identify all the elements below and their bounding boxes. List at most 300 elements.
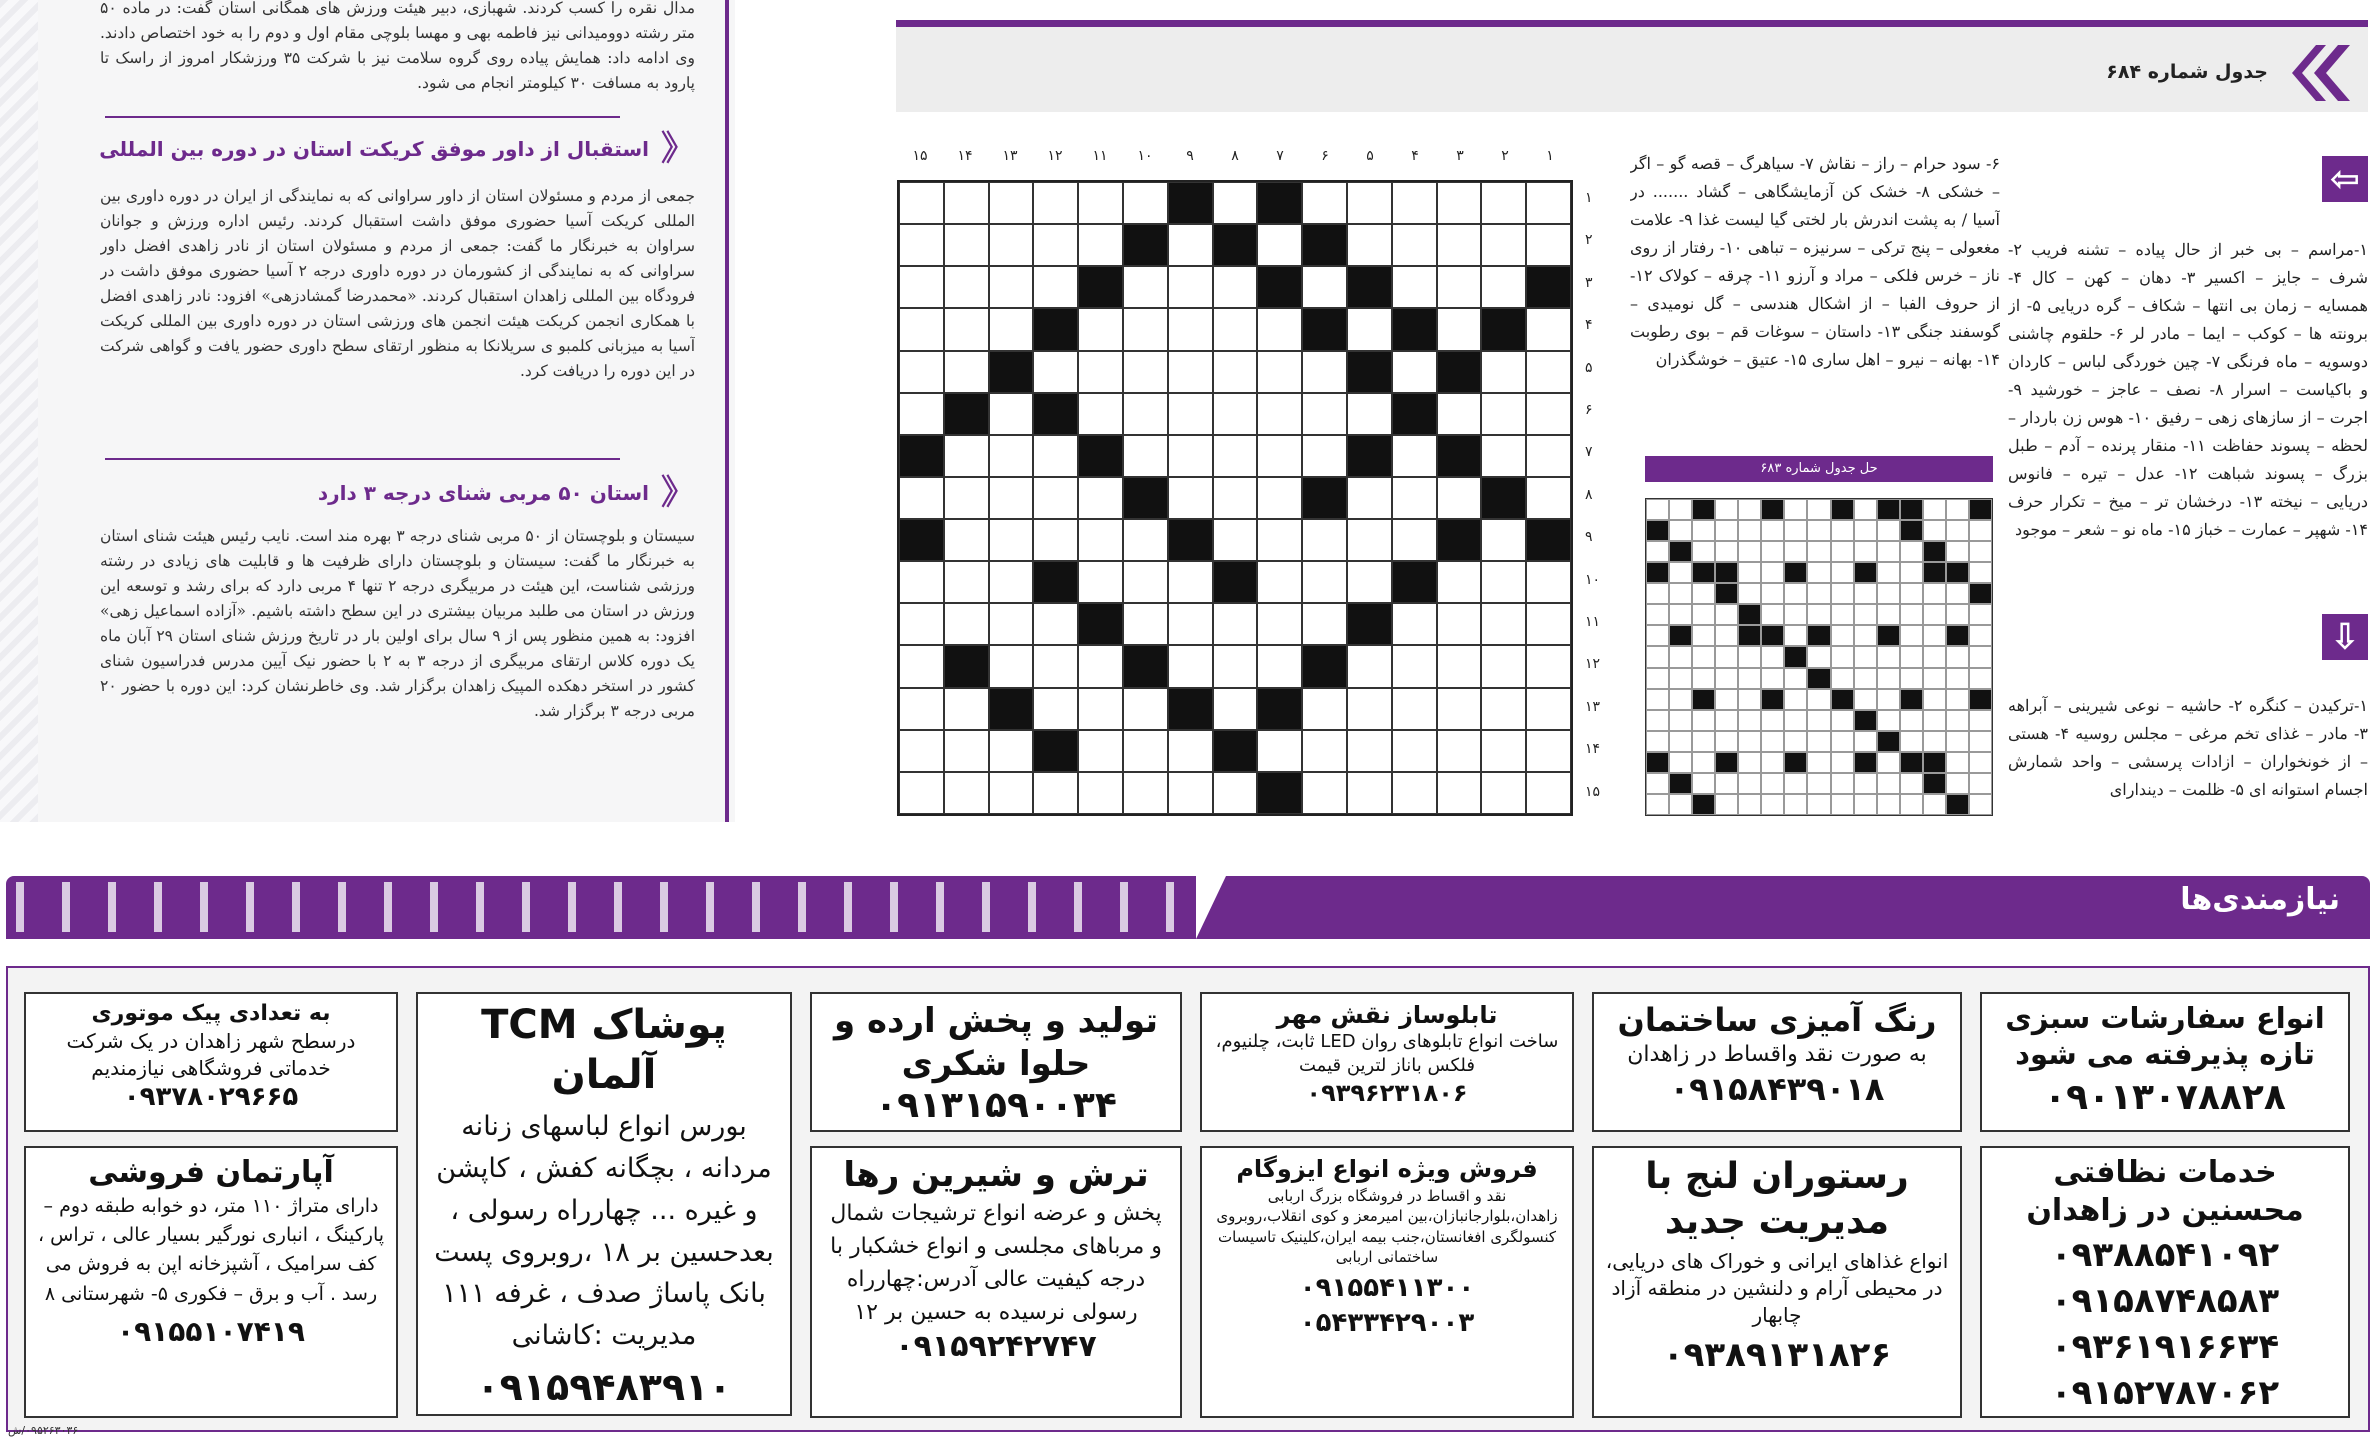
solution-cell <box>1969 773 1992 794</box>
grid-cell <box>1168 308 1213 350</box>
grid-cell <box>1526 645 1571 687</box>
solution-cell <box>1923 604 1946 625</box>
grid-cell <box>1213 519 1258 561</box>
row-number: ۶ <box>1585 402 1593 418</box>
grid-cell <box>989 393 1034 435</box>
solution-cell <box>1854 752 1877 773</box>
solution-cell <box>1784 710 1807 731</box>
grid-cell <box>1437 772 1482 814</box>
grid-cell <box>1526 519 1571 561</box>
grid-cell <box>1481 435 1526 477</box>
solution-cell <box>1946 562 1969 583</box>
solution-cell <box>1900 625 1923 646</box>
grid-cell <box>1078 519 1123 561</box>
grid-cell <box>899 182 944 224</box>
solution-cell <box>1969 646 1992 667</box>
solution-cell <box>1784 752 1807 773</box>
grid-cell <box>1123 603 1168 645</box>
solution-cell <box>1646 583 1669 604</box>
grid-cell <box>989 730 1034 772</box>
column-number: ۶ <box>1321 148 1329 164</box>
solution-cell <box>1807 752 1830 773</box>
row-number: ۷ <box>1585 444 1593 461</box>
solution-cell <box>1831 731 1854 752</box>
solution-cell <box>1900 731 1923 752</box>
grid-cell <box>1123 477 1168 519</box>
ad-title: رنگ آمیزی ساختمان <box>1617 1001 1937 1039</box>
solution-cell <box>1854 773 1877 794</box>
solution-cell <box>1969 520 1992 541</box>
ad-phone: ۰۹۱۵۹۴۸۳۹۱۰ <box>476 1365 732 1410</box>
grid-cell <box>1347 435 1392 477</box>
solution-cell <box>1669 646 1692 667</box>
solution-cell <box>1969 710 1992 731</box>
ad-title: تابلوساز نقش مهر <box>1276 1001 1498 1029</box>
solution-cell <box>1692 625 1715 646</box>
solution-cell <box>1669 520 1692 541</box>
grid-cell <box>1347 182 1392 224</box>
solution-cell <box>1784 562 1807 583</box>
ad-phone: ۰۹۱۵۵۱۰۷۴۱۹ <box>117 1315 305 1349</box>
solution-cell <box>1807 499 1830 520</box>
grid-cell <box>989 603 1034 645</box>
vertical-clues: ۱-ترکیدن – کنگره ۲- حاشیه – نوعی شیرینی – آبراهه ۳- مادر – غذای تخم مرغی – مجلس روسیه ۴- هستی – از خونخواران – ازادات پرسشی – واحد شمارش اجسام استوانه ای ۵- ظلمت – دیندارای <box>2008 696 2368 799</box>
grid-cell <box>989 561 1034 603</box>
grid-cell <box>1526 603 1571 645</box>
solution-cell <box>1784 731 1807 752</box>
solution-cell <box>1877 520 1900 541</box>
grid-cell <box>944 730 989 772</box>
grid-cell <box>899 477 944 519</box>
grid-cell <box>899 224 944 266</box>
grid-cell <box>1302 561 1347 603</box>
solution-cell <box>1923 794 1946 815</box>
ad-description: پخش و عرضه انواع ترشیجات شمال و مرباهای مجلسی و انواع خشکبار با درجه کیفیت عالی آدرس:چهارراه رسولی نرسیده به حسین بر ۱۲ <box>830 1200 1162 1325</box>
grid-cell <box>1123 730 1168 772</box>
grid-cell <box>1123 688 1168 730</box>
ad-description: به صورت نقد واقساط در زاهدان <box>1627 1042 1927 1067</box>
grid-cell <box>899 435 944 477</box>
grid-cell <box>1213 561 1258 603</box>
solution-cell <box>1946 520 1969 541</box>
grid-cell <box>899 308 944 350</box>
solution-cell <box>1715 541 1738 562</box>
grid-cell <box>1392 393 1437 435</box>
grid-cell <box>1526 308 1571 350</box>
grid-cell <box>1526 772 1571 814</box>
grid-cell <box>1347 308 1392 350</box>
grid-cell <box>944 435 989 477</box>
solution-cell <box>1877 625 1900 646</box>
solution-cell <box>1831 646 1854 667</box>
grid-cell <box>944 603 989 645</box>
solution-cell <box>1669 499 1692 520</box>
grid-cell <box>989 688 1034 730</box>
solution-cell <box>1900 499 1923 520</box>
grid-cell <box>1078 603 1123 645</box>
solution-cell <box>1784 520 1807 541</box>
grid-cell <box>1347 351 1392 393</box>
article2-heading <box>95 473 695 513</box>
solution-cell <box>1807 541 1830 562</box>
grid-cell <box>1257 182 1302 224</box>
ad-box <box>24 1146 398 1418</box>
solution-cell <box>1692 794 1715 815</box>
solution-cell <box>1969 794 1992 815</box>
grid-cell <box>1123 393 1168 435</box>
solution-cell <box>1692 710 1715 731</box>
grid-cell <box>1257 308 1302 350</box>
solution-cell <box>1877 794 1900 815</box>
grid-cell <box>1123 182 1168 224</box>
row-number: ۲ <box>1585 232 1593 249</box>
grid-cell <box>899 266 944 308</box>
classifieds-title: نیازمندی‌ها <box>2180 882 2340 917</box>
solution-cell <box>1784 625 1807 646</box>
grid-cell <box>1392 772 1437 814</box>
column-number: ۱۳ <box>1002 148 1018 164</box>
solution-cell <box>1854 794 1877 815</box>
grid-cell <box>1481 351 1526 393</box>
grid-cell <box>899 519 944 561</box>
row-number: ۴ <box>1585 317 1593 334</box>
grid-cell <box>1302 772 1347 814</box>
grid-cell <box>1392 266 1437 308</box>
grid-cell <box>1481 561 1526 603</box>
solution-cell <box>1969 604 1992 625</box>
grid-cell <box>1437 224 1482 266</box>
grid-cell <box>1123 266 1168 308</box>
grid-cell <box>1302 266 1347 308</box>
ad-phone: ۰۹۳۸۹۱۳۱۸۲۶ <box>1662 1335 1892 1375</box>
grid-cell <box>1302 519 1347 561</box>
grid-cell <box>1392 182 1437 224</box>
grid-cell <box>1033 435 1078 477</box>
grid-cell <box>1437 645 1482 687</box>
solution-cell <box>1761 625 1784 646</box>
grid-cell <box>1481 224 1526 266</box>
chevron-left-icon: 《 <box>661 473 695 513</box>
solution-cell <box>1946 794 1969 815</box>
solution-cell <box>1715 710 1738 731</box>
solution-cell <box>1692 583 1715 604</box>
solution-cell <box>1877 562 1900 583</box>
solution-cell <box>1923 562 1946 583</box>
solution-cell <box>1900 794 1923 815</box>
grid-cell <box>1033 477 1078 519</box>
grid-cell <box>1033 603 1078 645</box>
grid-cell <box>1033 645 1078 687</box>
grid-cell <box>1078 224 1123 266</box>
article1-title: استقبال از داور موفق کریکت استان در دوره بین المللی <box>99 137 649 161</box>
solution-cell <box>1969 731 1992 752</box>
solution-cell <box>1738 689 1761 710</box>
ad-description: دارای متراژ ۱۱۰ متر، دو خوابه طبقه دوم – پارکینگ ، انباری نورگیر بسیار عالی ، تراس ، کف سرامیک ، آشپزخانه اپن به فروش می رسد . آب و برق – فکوری ۵- شهرستانی ۸ <box>37 1194 385 1305</box>
solution-cell <box>1807 646 1830 667</box>
grid-cell <box>1526 435 1571 477</box>
article-divider <box>105 458 620 460</box>
grid-cell <box>1392 477 1437 519</box>
grid-cell <box>1213 308 1258 350</box>
ad-box <box>1980 992 2350 1132</box>
solution-cell <box>1831 773 1854 794</box>
grid-cell <box>1213 477 1258 519</box>
ad-title: ترش و شیرین رها <box>843 1155 1149 1195</box>
solution-cell <box>1969 499 1992 520</box>
grid-cell <box>1347 561 1392 603</box>
grid-cell <box>1302 603 1347 645</box>
grid-cell <box>944 308 989 350</box>
solution-cell <box>1900 583 1923 604</box>
solution-cell <box>1946 541 1969 562</box>
grid-cell <box>899 730 944 772</box>
ad-title: فروش ویژه انواع ایزوگام <box>1236 1155 1538 1183</box>
grid-cell <box>1033 182 1078 224</box>
solution-cell <box>1923 773 1946 794</box>
solution-cell <box>1738 562 1761 583</box>
grid-cell <box>989 519 1034 561</box>
grid-cell <box>1437 308 1482 350</box>
column-number: ۱ <box>1546 148 1554 164</box>
solution-cell <box>1784 583 1807 604</box>
solution-cell <box>1761 710 1784 731</box>
solution-cell <box>1831 710 1854 731</box>
grid-cell <box>1168 603 1213 645</box>
grid-cell <box>1526 730 1571 772</box>
grid-cell <box>989 351 1034 393</box>
solution-cell <box>1715 562 1738 583</box>
grid-cell <box>1347 730 1392 772</box>
grid-cell <box>1437 477 1482 519</box>
solution-cell <box>1669 752 1692 773</box>
solution-title: حل جدول شماره ۶۸۳ <box>1645 456 1993 482</box>
solution-cell <box>1969 668 1992 689</box>
grid-cell <box>1392 519 1437 561</box>
grid-cell <box>1481 477 1526 519</box>
grid-cell <box>1392 561 1437 603</box>
grid-cell <box>944 772 989 814</box>
grid-cell <box>1213 224 1258 266</box>
solution-cell <box>1646 794 1669 815</box>
grid-cell <box>1526 393 1571 435</box>
ad-box <box>1592 992 1962 1132</box>
ad-title: پوشاک TCM آلمان <box>481 1002 727 1098</box>
solution-cell <box>1715 794 1738 815</box>
grid-cell <box>1392 603 1437 645</box>
solution-cell <box>1784 541 1807 562</box>
column-number: ۳ <box>1456 148 1464 164</box>
solution-cell <box>1854 710 1877 731</box>
solution-cell <box>1669 773 1692 794</box>
solution-cell <box>1969 689 1992 710</box>
column-number: ۱۰ <box>1137 148 1153 164</box>
grid-cell <box>1257 351 1302 393</box>
grid-cell <box>1033 351 1078 393</box>
horizontal-clues-continued: ۶- سود حرام – راز – نقاش ۷- سیاهرگ – قصه گو – اگر – خشکی ۸- خشک کن آزمایشگاهی – گشاد ....... در آسیا / به پشت اندرش بار لختی گیا لیست غذا ۹- علامت مغعولی – پنج ترکی – سرنیزه – تباهی ۱۰- رفتار از روی ناز – خرس فلکی – مراد و آرزو ۱۱- چرقه – کولاک ۱۲- از حروف الفبا – از اشکال هندسی – گل نومیدی – گوسفند جنگی ۱۳- داستان – سوغات قم – بوی رطوبت ۱۴- بهانه – نیرو – اهل ساری ۱۵- عتیق – خوشگذران <box>1630 154 2000 369</box>
grid-cell <box>944 351 989 393</box>
ad-phone: ۰۹۱۵۵۴۱۱۳۰۰ ۰۵۴۳۳۴۲۹۰۰۳ <box>1299 1273 1475 1339</box>
solution-cell <box>1854 520 1877 541</box>
crossword-logo-icon <box>2286 45 2350 101</box>
grid-cell <box>1257 688 1302 730</box>
grid-cell <box>1123 645 1168 687</box>
grid-cell <box>1526 351 1571 393</box>
solution-cell <box>1669 710 1692 731</box>
solution-cell <box>1831 604 1854 625</box>
solution-cell <box>1738 668 1761 689</box>
ad-phone: ۰۹۱۵۸۴۳۹۰۱۸ <box>1669 1069 1885 1108</box>
solution-cell <box>1784 604 1807 625</box>
grid-cell <box>1302 351 1347 393</box>
grid-cell <box>1437 603 1482 645</box>
grid-cell <box>1526 266 1571 308</box>
solution-cell <box>1807 562 1830 583</box>
grid-cell <box>1347 266 1392 308</box>
solution-cell <box>1854 689 1877 710</box>
solution-cell <box>1807 625 1830 646</box>
solution-cell <box>1877 499 1900 520</box>
grid-cell <box>1392 351 1437 393</box>
grid-cell <box>1257 477 1302 519</box>
grid-cell <box>1123 224 1168 266</box>
solution-cell <box>1923 499 1946 520</box>
solution-cell <box>1784 646 1807 667</box>
grid-cell <box>1257 224 1302 266</box>
solution-cell <box>1946 773 1969 794</box>
solution-cell <box>1807 731 1830 752</box>
solution-cell <box>1831 752 1854 773</box>
solution-cell <box>1715 625 1738 646</box>
solution-cell <box>1669 562 1692 583</box>
solution-cell <box>1877 583 1900 604</box>
grid-cell <box>1168 645 1213 687</box>
solution-cell <box>1784 794 1807 815</box>
grid-cell <box>1168 519 1213 561</box>
banner-notch <box>1196 876 1226 939</box>
grid-cell <box>1213 645 1258 687</box>
ad-phone: ۰۹۳۹۶۲۳۱۸۰۶ <box>1306 1078 1468 1107</box>
grid-cell <box>1437 519 1482 561</box>
solution-cell <box>1923 731 1946 752</box>
solution-cell <box>1669 604 1692 625</box>
column-number: ۹ <box>1186 148 1194 164</box>
row-number: ۱۵ <box>1585 783 1601 800</box>
solution-cell <box>1877 731 1900 752</box>
solution-cell <box>1854 731 1877 752</box>
solution-cell <box>1877 541 1900 562</box>
column-number: ۱۲ <box>1047 148 1063 164</box>
solution-cell <box>1669 541 1692 562</box>
grid-cell <box>1437 351 1482 393</box>
column-number: ۲ <box>1501 148 1509 164</box>
grid-cell <box>1168 224 1213 266</box>
solution-cell <box>1900 646 1923 667</box>
grid-cell <box>1481 393 1526 435</box>
row-number: ۱۴ <box>1585 741 1601 758</box>
ad-phone: ۰۹۱۵۹۲۴۲۷۴۷ <box>895 1328 1097 1364</box>
solution-cell <box>1738 541 1761 562</box>
solution-cell <box>1900 604 1923 625</box>
solution-cell <box>1923 646 1946 667</box>
grid-cell <box>1033 772 1078 814</box>
grid-cell <box>1078 182 1123 224</box>
solution-cell <box>1831 499 1854 520</box>
column-number: ۵ <box>1366 148 1374 164</box>
solution-cell <box>1646 604 1669 625</box>
solution-cell <box>1946 499 1969 520</box>
chevron-left-icon: 《 <box>661 129 695 169</box>
solution-cell <box>1646 668 1669 689</box>
ad-phone: ۰۹۳۸۸۵۴۱۰۹۲ ۰۹۱۵۸۷۴۸۵۸۳ ۰۹۳۶۱۹۱۶۶۳۴ ۰۹۱۵۲۷۸۷۰۶۲ <box>2050 1235 2280 1413</box>
grid-cell <box>989 645 1034 687</box>
grid-cell <box>1078 393 1123 435</box>
grid-cell <box>1123 351 1168 393</box>
solution-cell <box>1900 710 1923 731</box>
solution-cell <box>1946 583 1969 604</box>
grid-cell <box>899 645 944 687</box>
solution-cell <box>1761 583 1784 604</box>
solution-cell <box>1831 689 1854 710</box>
solution-cell <box>1761 520 1784 541</box>
row-number: ۱۳ <box>1585 698 1601 715</box>
solution-cell <box>1761 794 1784 815</box>
grid-cell <box>1481 730 1526 772</box>
grid-cell <box>1347 603 1392 645</box>
solution-cell <box>1715 520 1738 541</box>
solution-cell <box>1692 520 1715 541</box>
article2-body: سیستان و بلوچستان از ۵۰ مربی شنای درجه ۳ بهره مند است. نایب رئیس هیئت شنای استان به خبرنگار ما گفت: سیستان و بلوچستان دارای ظرفیت ها و قابلیت های زیادی در رشته ورزشی شناست، این هیئت در مربیگری درجه ۲ تنها ۴ مربی دارد که برای رشد و توسعه این ورزش در استان می طلبد مربیان بیشتری در این سطح داشته باشیم. «آزاده اسماعیل زهی» افزود: به همین منظور پس از ۹ سال برای اولین بار در تاریخ ورزش شنای استان ۲۹ آبان ماه یک دوره کلاس ارتقای مربیگری از درجه ۳ به ۲ با حضور نیک آیین مدرس فدراسیون شنای کشور در استخر دهکده المپیک زاهدان برگزار شد. وی خاطرنشان کرد: این دوره با حضور ۲۰ مربی درجه ۳ برگزار شد. <box>100 527 695 720</box>
solution-cell <box>1692 668 1715 689</box>
grid-cell <box>1392 224 1437 266</box>
grid-cell <box>1392 730 1437 772</box>
column-number: ۱۵ <box>912 148 928 164</box>
solution-cell <box>1877 710 1900 731</box>
solution-cell <box>1946 625 1969 646</box>
grid-cell <box>1437 266 1482 308</box>
grid-cell <box>1257 435 1302 477</box>
grid-cell <box>1123 519 1168 561</box>
grid-cell <box>1257 266 1302 308</box>
solution-cell <box>1738 583 1761 604</box>
grid-cell <box>1347 224 1392 266</box>
article1-heading <box>95 129 695 169</box>
grid-cell <box>989 266 1034 308</box>
grid-cell <box>1168 772 1213 814</box>
grid-cell <box>1123 772 1168 814</box>
solution-cell <box>1761 562 1784 583</box>
grid-cell <box>899 688 944 730</box>
ad-phone: ۰۹۰۱۳۰۷۸۸۲۸ <box>2044 1076 2286 1118</box>
grid-cell <box>1257 603 1302 645</box>
grid-cell <box>1347 519 1392 561</box>
grid-cell <box>1078 266 1123 308</box>
solution-cell <box>1854 583 1877 604</box>
grid-cell <box>1302 477 1347 519</box>
solution-cell <box>1946 668 1969 689</box>
grid-cell <box>1213 182 1258 224</box>
solution-cell <box>1831 794 1854 815</box>
solution-cell <box>1692 646 1715 667</box>
solution-cell <box>1923 625 1946 646</box>
classifieds-area <box>6 966 2370 1432</box>
solution-cell <box>1715 731 1738 752</box>
ad-box <box>810 992 1182 1132</box>
solution-cell <box>1738 710 1761 731</box>
grid-cell <box>1078 308 1123 350</box>
grid-cell <box>1302 393 1347 435</box>
grid-cell <box>1392 308 1437 350</box>
solution-cell <box>1715 668 1738 689</box>
